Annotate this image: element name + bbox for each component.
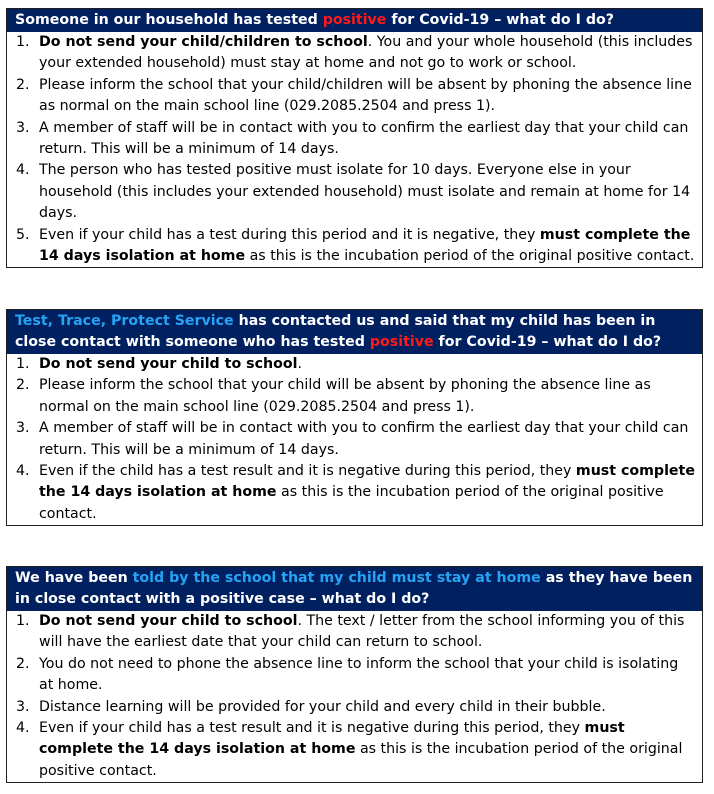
item-text: Even if your child has a test during this period and it is negative, they [39, 226, 540, 243]
item-number: 3. [16, 420, 30, 437]
item-number: 1. [16, 613, 30, 629]
instruction-list [7, 354, 702, 525]
ttp-contact-section [6, 309, 703, 526]
item-text: Even if the child has a test result and it is negative during this period, they [39, 463, 576, 480]
school-told-isolate-section [6, 566, 703, 783]
item-number: 1. [16, 34, 30, 50]
list-item [7, 611, 702, 654]
item-text: as this is the incubation period of the original positive contact. [245, 248, 695, 265]
list-item [7, 375, 702, 418]
list-item [7, 718, 702, 782]
heading-text: for Covid-19 – what do I do? [386, 12, 614, 28]
item-number: 4. [16, 463, 30, 480]
item-number: 2. [16, 76, 30, 93]
list-item [7, 354, 702, 375]
instruction-list [7, 611, 702, 782]
item-text: A member of staff will be in contact with you to confirm the earliest day that your child can return. This will be a minimum of 14 days. [39, 119, 689, 158]
heading-highlight-school: told by the school that my child must stay at home [132, 570, 541, 586]
bold-instruction: Do not send your child to school [39, 613, 298, 629]
item-number: 5. [16, 226, 30, 243]
bold-instruction: Do not send your child to school [39, 356, 298, 372]
heading-highlight-positive: positive [322, 12, 387, 28]
section-heading [7, 9, 702, 32]
list-item [7, 654, 702, 697]
instruction-list [7, 32, 702, 267]
heading-text: has contacted us and said that my child has been in close contact with someone who has tested [15, 313, 656, 350]
heading-text: for Covid-19 – what do I do? [433, 334, 662, 350]
section-heading [7, 310, 702, 354]
item-text: A member of staff will be in contact with you to confirm the earliest day that your child can return. This will be a minimum of 14 days. [39, 420, 689, 458]
list-item [7, 225, 702, 268]
list-item [7, 418, 702, 461]
heading-text: as they have been in close contact with a positive case – what do I do? [15, 570, 693, 607]
list-item [7, 461, 702, 525]
list-item [7, 160, 702, 224]
item-text: as this is the incubation period of the original positive contact. [39, 741, 683, 779]
heading-highlight-ttp: Test, Trace, Protect Service [15, 313, 234, 329]
bold-instruction: must complete the 14 days isolation at home [39, 463, 695, 501]
heading-highlight-positive: positive [369, 334, 434, 350]
item-text: . [297, 356, 302, 372]
list-item [7, 32, 702, 75]
item-text: . You and your whole household (this includes your extended household) must stay at home and not go to work or school. [39, 34, 693, 72]
item-number: 2. [16, 655, 30, 672]
bold-instruction: must complete the 14 days isolation at home [39, 226, 691, 265]
bold-instruction: must complete the 14 days isolation at home [39, 720, 625, 758]
list-item [7, 697, 702, 718]
list-item [7, 75, 702, 118]
list-item [7, 118, 702, 161]
item-text: Even if your child has a test result and it is negative during this period, they [39, 720, 585, 737]
household-positive-section [6, 8, 703, 268]
bold-instruction: Do not send your child/children to school [39, 34, 368, 50]
item-number: 4. [16, 720, 30, 737]
item-text: Please inform the school that your child/children will be absent by phoning the absence line as normal on the main school line (029.2085.2504 and press 1). [39, 76, 692, 115]
item-number: 3. [16, 698, 30, 715]
section-heading [7, 567, 702, 611]
item-text: The person who has tested positive must isolate for 10 days. Everyone else in your household (this includes your extended household) must isolate and remain at home for 14 days. [39, 162, 691, 222]
item-number: 3. [16, 119, 30, 136]
item-text: Distance learning will be provided for your child and every child in their bubble. [39, 698, 606, 715]
item-text: You do not need to phone the absence line to inform the school that your child is isolating at home. [39, 655, 679, 694]
item-number: 1. [16, 356, 30, 372]
heading-text: Someone in our household has tested [15, 12, 323, 28]
item-text: as this is the incubation period of the original positive contact. [39, 484, 664, 522]
item-number: 4. [16, 162, 30, 179]
item-text: Please inform the school that your child will be absent by phoning the absence line as normal on the main school line (029.2085.2504 and press 1). [39, 377, 651, 415]
heading-text: We have been [15, 570, 133, 586]
item-number: 2. [16, 377, 30, 394]
item-text: . The text / letter from the school informing you of this will have the earliest date that your child can return to school. [39, 613, 685, 651]
